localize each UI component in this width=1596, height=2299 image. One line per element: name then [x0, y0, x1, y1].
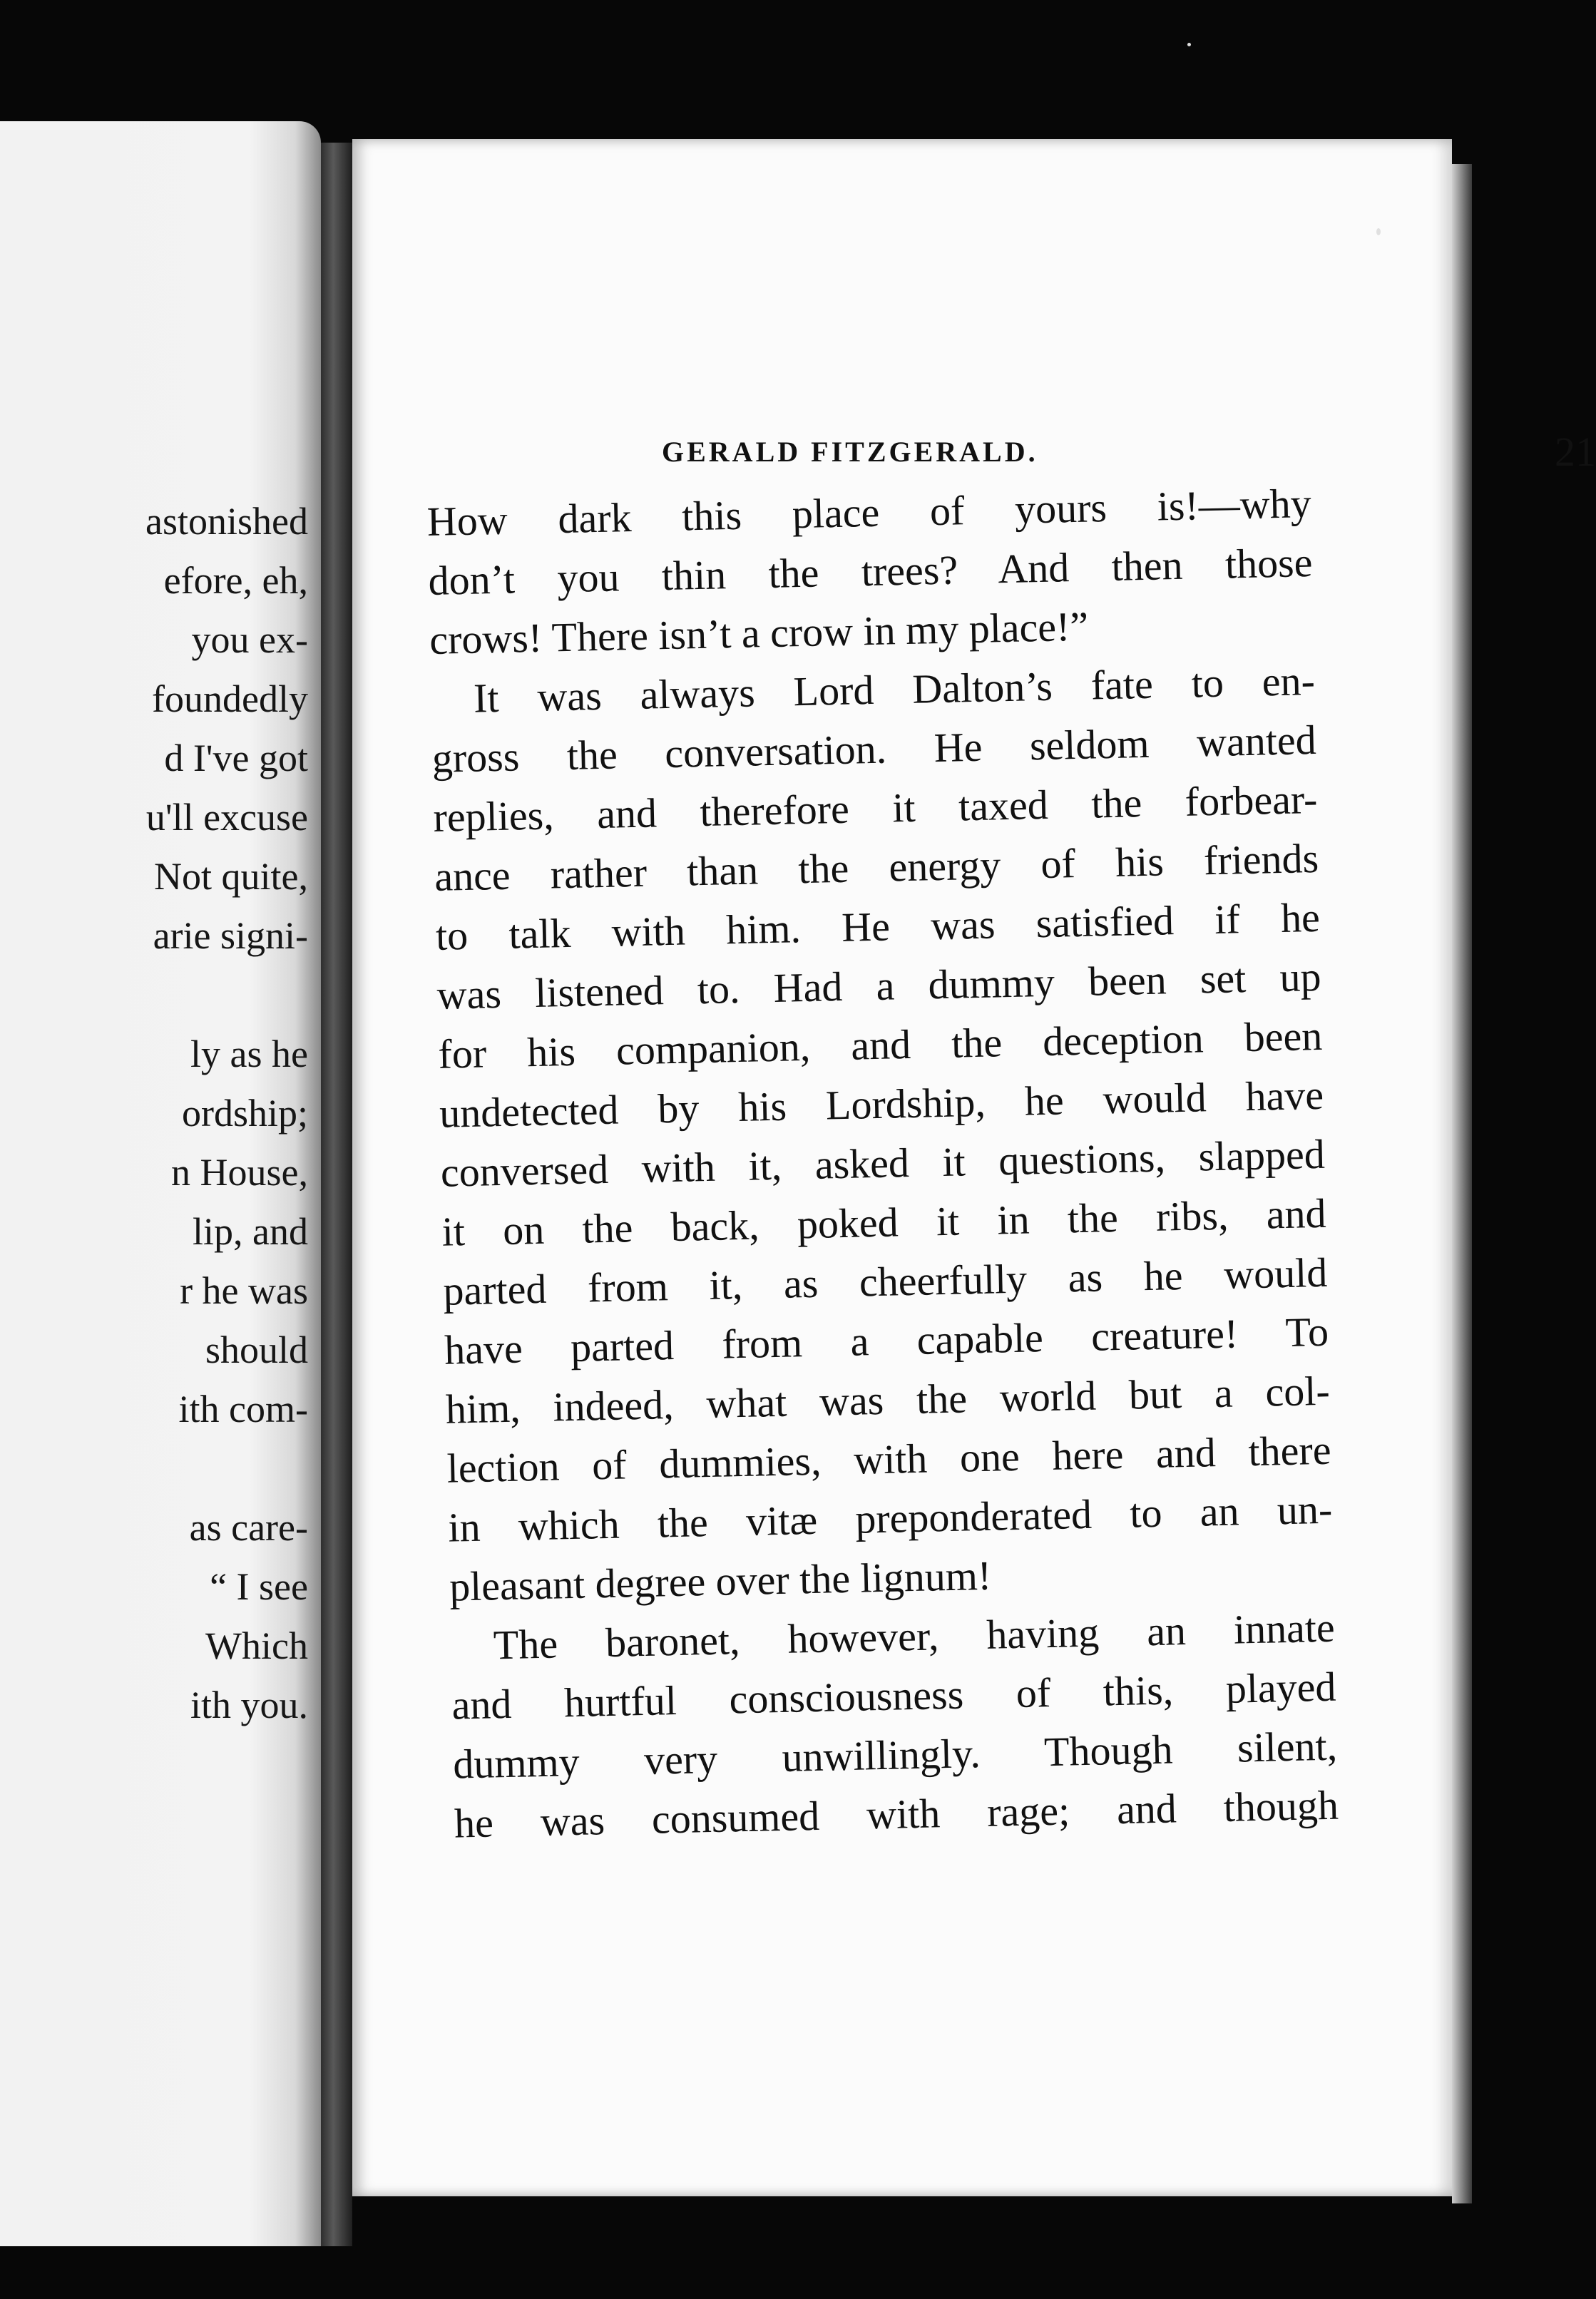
paper-speck	[1187, 43, 1191, 46]
left-line: d I've got	[164, 737, 308, 779]
text-line: and hurtful consciousness of this, played	[451, 1663, 1337, 1729]
text-line: undetected by his Lordship, he would have	[439, 1071, 1324, 1137]
text-line: don’t you thin the trees? And then those	[427, 539, 1314, 604]
body-text	[426, 473, 1339, 1853]
left-line: ith you.	[190, 1684, 308, 1726]
left-line: Which	[205, 1624, 308, 1667]
text-line: How dark this place of yours is!—why	[426, 480, 1312, 545]
text-line: parted from it, as cheerfully as he would	[442, 1249, 1328, 1314]
left-line	[9, 1439, 308, 1498]
left-page	[0, 121, 321, 2246]
page-number: 21	[1555, 429, 1596, 475]
right-page	[352, 139, 1596, 2196]
left-line: ordship;	[181, 1092, 308, 1135]
running-title: GERALD FITZGERALD.	[662, 436, 1038, 468]
text-line: ance rather than the energy of his friends	[434, 834, 1319, 900]
left-line: arie signi-	[153, 914, 308, 957]
text-line: conversed with it, asked it questions, slapped	[440, 1130, 1326, 1196]
text-line: in which the vitæ preponderated to an un-	[447, 1485, 1333, 1551]
text-line: pleasant degree over the lignum!	[449, 1552, 992, 1610]
text-line: gross the conversation. He seldom wanted	[431, 716, 1317, 782]
left-line: n House,	[171, 1151, 308, 1194]
text-line: for his companion, and the deception been	[437, 1012, 1323, 1077]
text-line: him, indeed, what was the world but a col-	[445, 1367, 1331, 1433]
left-line: foundedly	[152, 677, 308, 720]
paper-speck	[1376, 228, 1381, 235]
left-line: r he was	[180, 1269, 308, 1312]
left-line: “ I see	[210, 1565, 308, 1608]
text-line: dummy very unwillingly. Though silent,	[452, 1722, 1338, 1788]
left-line: u'll excuse	[145, 796, 308, 839]
left-line: efore, eh,	[163, 559, 308, 602]
text-line: to talk with him. He was satisfied if he	[435, 894, 1321, 959]
text-line: The baronet, however, having an innate	[493, 1604, 1336, 1669]
text-line: it on the back, poked it in the ribs, and	[441, 1189, 1327, 1255]
left-line: Not quite,	[154, 855, 308, 898]
left-line: ith com-	[178, 1388, 308, 1430]
text-line: replies, and therefore it taxed the forbear-	[432, 775, 1318, 841]
left-line: as care-	[189, 1506, 308, 1549]
left-line: ly as he	[190, 1033, 308, 1075]
left-line: lip, and	[193, 1210, 308, 1253]
text-line: crows! There isn’t a crow in my place!”	[429, 603, 1089, 663]
page-edge-shadow	[1452, 164, 1472, 2203]
left-line: astonished	[145, 500, 308, 543]
left-page-text	[9, 492, 308, 1735]
left-line: should	[205, 1328, 308, 1371]
left-line: you ex-	[191, 618, 308, 661]
book-gutter	[321, 143, 352, 2246]
text-line: he was consumed with rage; and though	[454, 1781, 1339, 1847]
text-line: was listened to. Had a dummy been set up	[436, 953, 1322, 1018]
left-line	[9, 966, 308, 1025]
text-line: have parted from a capable creature! To	[444, 1308, 1329, 1373]
text-line: It was always Lord Dalton’s fate to en-	[473, 657, 1316, 722]
text-line: lection of dummies, with one here and there	[446, 1426, 1332, 1492]
